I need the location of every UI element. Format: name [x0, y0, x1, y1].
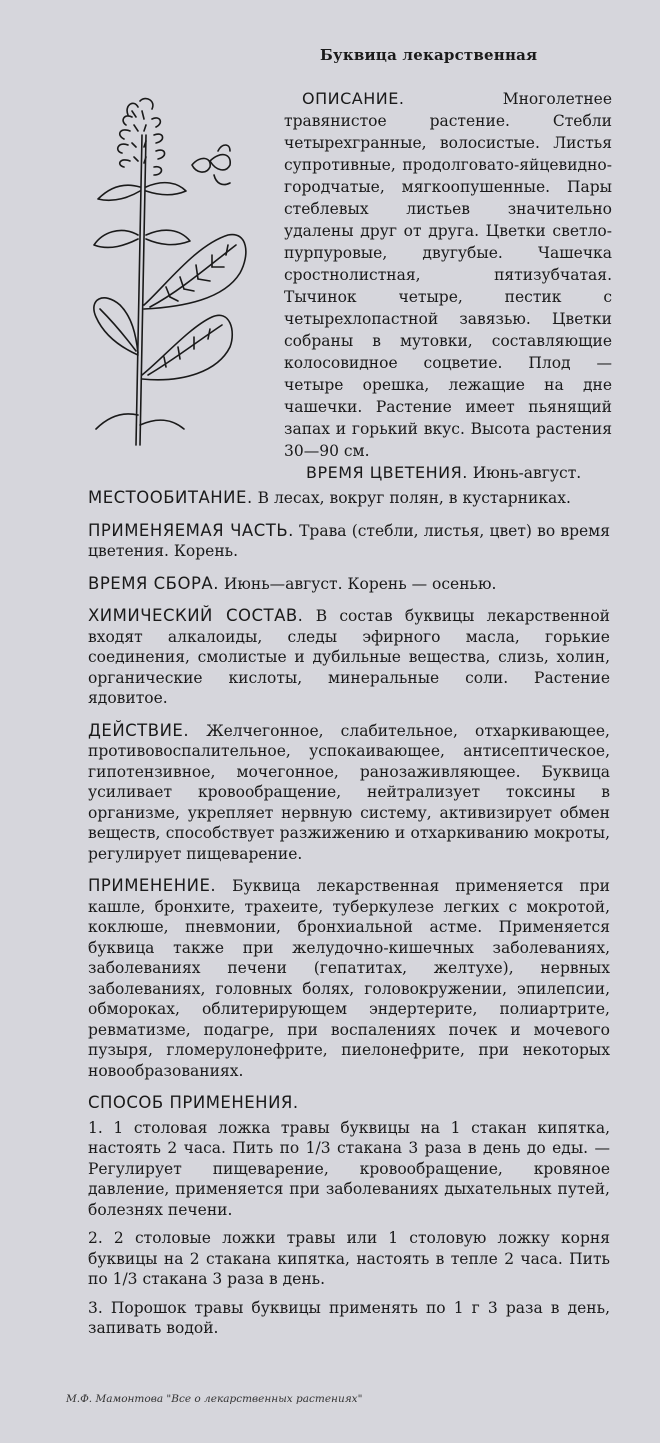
chemistry-text: В состав буквицы лекарственной входят алкалоиды, следы эфирного масла, горькие соединения, смолистые и дубильные вещества, слизь, холин, органические кислоты, минеральные соли. Растение ядовитое.	[88, 607, 610, 707]
method-step-2: 2. 2 столовые ложки травы или 1 столовую ложку корня буквицы на 2 стакана кипятка, настоять в тепле 2 часа. Пить по 1/3 стакана 3 раза в день.	[88, 1229, 610, 1288]
action-heading: ДЕЙСТВИЕ.	[88, 720, 190, 740]
description-heading: ОПИСАНИЕ.	[302, 89, 405, 108]
harvest-text: Июнь—август. Корень — осенью.	[223, 574, 497, 593]
harvest-heading: ВРЕМЯ СБОРА.	[88, 573, 219, 593]
plant-illustration-icon	[80, 95, 270, 455]
used-part-section	[88, 521, 610, 562]
habitat-text: В лесах, вокруг полян, в кустарниках.	[257, 489, 571, 507]
application-text: Буквица лекарственная применяется при кашле, бронхите, трахеите, туберкулезе легких с мокротой, коклюше, пневмонии, бронхиальной астме. Применяется буквица также при желудочно-кишечных заболеваниях, заболеваниях печени (гепатитах, желтухе), нервных заболеваниях, головных болях, головокружении, эпилепсии, обмороках, облитерирующем эндертерите, полиартрите, ревматизме, подагре, при воспалениях почек и мочевого пузыря, гломерулонефрите, пиелонефрите, при некоторых новообразованиях.	[88, 877, 610, 1080]
habitat-section	[88, 488, 610, 509]
application-section	[88, 876, 610, 1081]
used-part-text: Трава (стебли, листья, цвет) во время цветения. Корень.	[88, 521, 611, 560]
method-step-3: 3. Порошок травы буквицы применять по 1 г 3 раза в день, запивать водой.	[88, 1298, 610, 1337]
chemistry-heading: ХИМИЧЕСКИЙ СОСТАВ.	[88, 606, 304, 625]
description-section	[284, 88, 612, 484]
harvest-section	[88, 574, 610, 595]
main-text	[88, 488, 610, 1347]
method-step-1: 1. 1 столовая ложка травы буквицы на 1 стакан кипятка, настоять 2 часа. Пить по 1/3 стакана 3 раза в день до еды. — Регулирует пищеварение, кровообращение, кровяное давление, применяется при заболеваниях дыхательных путей, болезнях печени.	[88, 1118, 610, 1219]
flowering-section	[284, 462, 612, 484]
flowering-heading: ВРЕМЯ ЦВЕТЕНИЯ.	[306, 463, 468, 482]
source-citation: М.Ф. Мамонтова "Все о лекарственных растениях"	[66, 1393, 363, 1405]
action-text: Желчегонное, слабительное, отхаркивающее, противовоспалительное, успокаивающее, антисептическое, гипотензивное, мочегонное, ранозаживляющее. Буквица усиливает кровообращение, нейтрализует токсины в организме, укрепляет нервную систему, активизирует обмен веществ, способствует разжижению и отхаркиванию мокроты, регулирует пищеварение.	[88, 721, 610, 863]
flowering-text: Июнь-август.	[472, 464, 582, 482]
method-section	[88, 1093, 610, 1339]
action-section	[88, 721, 610, 865]
habitat-heading: МЕСТООБИТАНИЕ.	[88, 488, 253, 507]
method-heading: СПОСОБ ПРИМЕНЕНИЯ.	[88, 1093, 299, 1112]
used-part-heading: ПРИМЕНЯЕМАЯ ЧАСТЬ.	[88, 520, 294, 540]
chemistry-section	[88, 606, 610, 709]
page-title: Буквица лекарственная	[320, 46, 538, 64]
description-text: Многолетнее травянистое растение. Стебли четырехгранные, волосистые. Листья супротивные, продолговато-яйцевидно-городчатые, мягкоопушенные. Пары стеблевых листьев значительно удалены друг от друга. Цветки светло-пурпуровые, двугубые. Чашечка сростнолистная, пятизубчатая. Тычинок четыре, пестик с четырехлопастной завязью. Цветки собраны в мутовки, составляющие колосовидное соцветие. Плод — четыре орешка, лежащие на дне чашечки. Растение имеет пьянящий запах и горький вкус. Высота растения 30—90 см.	[284, 90, 612, 460]
application-heading: ПРИМЕНЕНИЕ.	[88, 876, 217, 895]
